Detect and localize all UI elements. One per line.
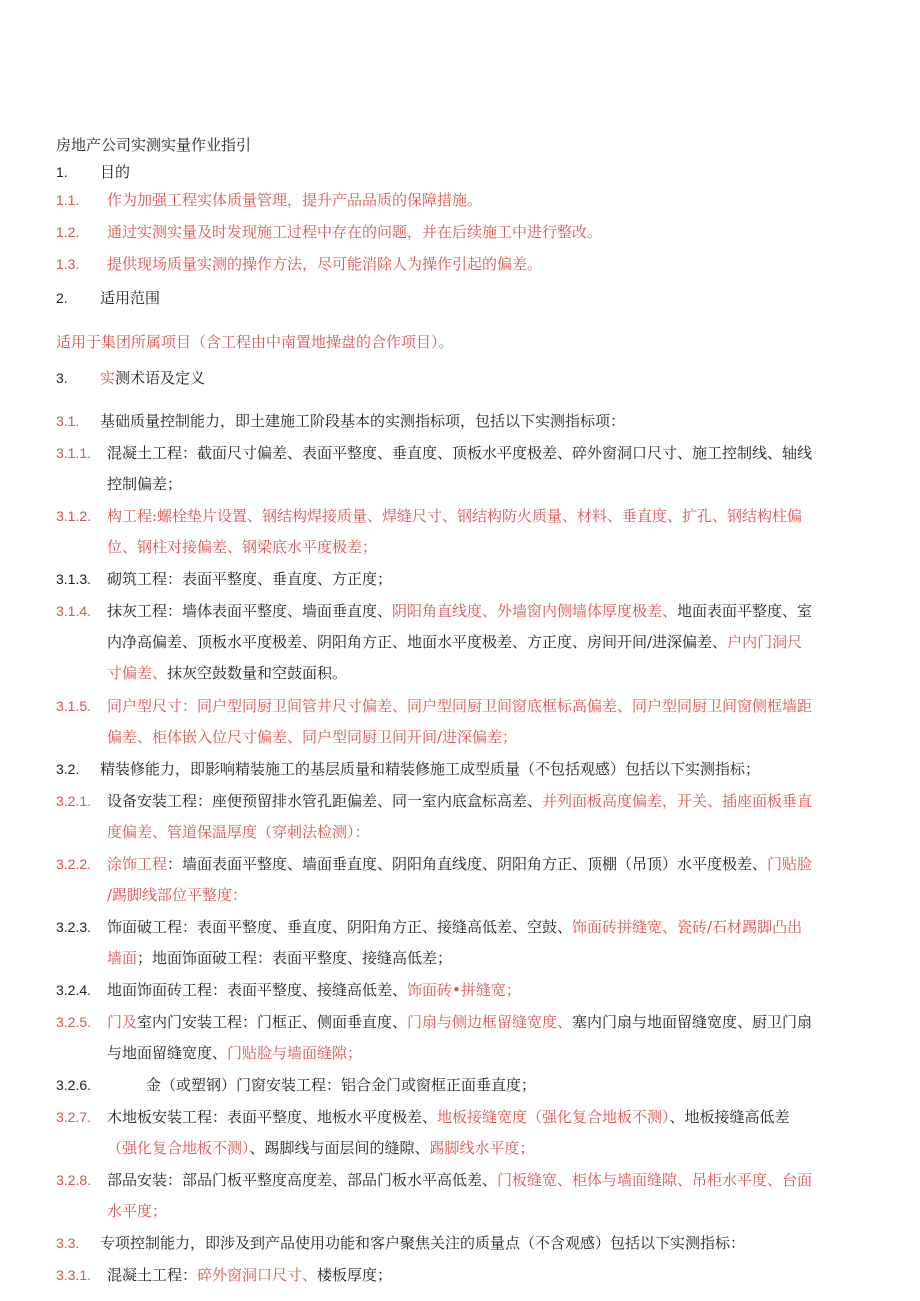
section-number: 3.1.3.	[56, 571, 92, 587]
definition-text	[107, 785, 837, 817]
text-segment: 部品安装：部品门板平整度高度差、部品门板水平高低差、	[107, 1171, 498, 1189]
definition-text	[100, 405, 830, 437]
section-number: 3.1.5.	[56, 698, 92, 714]
definition-text	[107, 1132, 837, 1164]
text-segment: 门及	[107, 1013, 138, 1031]
section-3-title-b: 测术语及定义	[115, 369, 206, 387]
text-segment: 室内门安装工程：门框正、侧面垂直度、	[137, 1013, 408, 1031]
text-segment: 楼板厚度；	[317, 1266, 393, 1284]
section-number: 3.	[56, 370, 68, 386]
definition-text	[107, 595, 837, 627]
text-segment: 适用范围	[100, 289, 161, 307]
text-segment: 同户型尺寸：同户型同厨卫间管井尺寸偏差、同户型同厨卫间窗底框标高偏差、同户型同厨卫间窗侧框墙距	[107, 697, 813, 715]
text-segment: 控制偏差；	[107, 475, 183, 493]
text-segment: /踢脚线部位平整度：	[107, 886, 248, 904]
definition-text	[107, 721, 837, 753]
definition-text	[100, 753, 830, 785]
definition-text	[107, 1037, 837, 1069]
text-segment: 位、钢柱对接偏差、钢梁底水平度极差；	[107, 538, 378, 556]
section-number: 3.1.4.	[56, 603, 92, 619]
definition-text	[107, 500, 837, 532]
text-segment: 偏差、柜体嵌入位尺寸偏差、同户型同厨卫间开间/进深偏差；	[107, 728, 518, 746]
text-segment: 度偏差、管道保温厚度（穿刺法检测）：	[107, 823, 370, 841]
section-number: 3.1.2.	[56, 508, 92, 524]
text-segment: 作为加强工程实体质量管理，提升产品品质的保障措施。	[107, 191, 483, 209]
text-segment: 与地面留缝宽度、	[107, 1044, 228, 1062]
text-segment: （强化复合地板不测）	[107, 1139, 250, 1157]
definition-text	[107, 911, 837, 943]
text-segment: 构工程:螺栓垫片设置、钢结构焊接质量、焊缝尺寸、钢结构防火质量、材料、垂直度、扩孔、钢结构柱偏	[107, 507, 803, 525]
text-segment: 专项控制能力，即涉及到产品使用功能和客户聚焦关注的质量点（不含观感）包括以下实测指标：	[100, 1234, 746, 1252]
section-3-title	[100, 362, 205, 394]
section-number: 1.3.	[56, 256, 80, 272]
text-segment: 踢脚线水平度；	[429, 1139, 535, 1157]
section-number: 3.2.4.	[56, 982, 92, 998]
text-segment: 地板接缝宽度（强化复合地板不测）	[437, 1108, 670, 1126]
section-number: 3.2.1.	[56, 793, 92, 809]
section-number: 3.2.6.	[56, 1077, 92, 1093]
scope-text-label: 适用于集团所属项目（含工程由中南置地操盘的合作项目）。	[56, 333, 454, 351]
text-segment: 门贴脸与墙面缝隙；	[227, 1044, 363, 1062]
section-number: 3.2.2.	[56, 856, 92, 872]
definition-text	[107, 626, 837, 658]
text-segment: 门板缝宽、柜体与墙面缝隙、吊柜水平度、台面	[497, 1171, 813, 1189]
section-text	[107, 184, 837, 216]
section-number: 3.2.5.	[56, 1014, 92, 1030]
definition-text	[107, 1195, 837, 1227]
text-segment: 地面饰面砖工程：表面平整度、接缝高低差、	[107, 981, 408, 999]
text-segment: 基础质量控制能力，即土建施工阶段基本的实测指标项，包括以下实测指标项：	[100, 412, 626, 430]
definition-text	[107, 1006, 837, 1038]
definition-text	[107, 657, 837, 689]
section-text	[107, 216, 837, 248]
text-segment: 混凝土工程：截面尺寸偏差、表面平整度、垂直度、顶板水平度极差、碎外窗洞口尺寸、施工控制线、轴线	[107, 444, 813, 462]
text-segment: 饰面破工程：表面平整度、垂直度、阴阳角方正、接缝高低差、空鼓、	[107, 918, 573, 936]
definition-text	[107, 942, 837, 974]
section-number: 3.1.	[56, 413, 80, 429]
text-segment: 塞内门扇与地面留缝宽度、厨卫门扇	[572, 1013, 813, 1031]
definition-text	[100, 1227, 830, 1259]
section-number: 3.1.1.	[56, 445, 92, 461]
section-number: 2.	[56, 290, 68, 306]
section-text	[100, 282, 830, 314]
definition-text	[107, 816, 837, 848]
definition-text	[107, 437, 837, 469]
definition-text	[107, 563, 837, 595]
text-segment: 墙面	[107, 949, 138, 967]
section-number: 3.2.	[56, 761, 80, 777]
section-number: 3.2.8.	[56, 1172, 92, 1188]
section-3-title-a: 实	[100, 369, 116, 387]
text-segment: 精装修能力，即影响精装施工的基层质量和精装修施工成型质量（不包括观感）包括以下实测指标；	[100, 760, 761, 778]
text-segment: 饰面砖拼缝宽、瓷砖/石材踢脚凸出	[572, 918, 803, 936]
text-segment: 设备安装工程：座便预留排水管孔距偏差、同一室内底盒标高差、	[107, 792, 543, 810]
text-segment: 混凝土工程：	[107, 1266, 198, 1284]
text-segment: 寸偏差、	[107, 664, 168, 682]
text-segment: ：墙面表面平整度、墙面垂直度、阴阳角直线度、阴阳角方正、顶棚（吊顶）水平度极差、	[167, 855, 768, 873]
definition-text	[107, 848, 837, 880]
text-segment: 、地板接缝高低差	[669, 1108, 790, 1126]
text-segment: 通过实测实量及时发现施工过程中存在的问题，并在后续施工中进行整改。	[107, 223, 603, 241]
text-segment: 金（或塑钢）门窗安装工程：铝合金门或窗框正面垂直度；	[146, 1076, 537, 1094]
text-segment: 地面表面平整度、室	[677, 602, 813, 620]
text-segment: 饰面砖•拼缝宽；	[407, 981, 521, 999]
text-segment: 涂饰工程	[107, 855, 168, 873]
section-number: 3.3.1.	[56, 1267, 92, 1283]
section-number: 1.1.	[56, 192, 80, 208]
text-segment: 阴阳角直线度、外墙窗内侧墙体厚度极差、	[392, 602, 678, 620]
text-segment: 目的	[100, 163, 131, 181]
text-segment: 抹灰工程：墙体表面平整度、墙面垂直度、	[107, 602, 393, 620]
definition-text	[146, 1069, 876, 1101]
definition-text	[107, 690, 837, 722]
section-number: 3.2.3.	[56, 919, 92, 935]
text-segment: 抹灰空鼓数量和空鼓面积。	[167, 664, 348, 682]
text-segment: 木地板安装工程：表面平整度、地板水平度极差、	[107, 1108, 438, 1126]
text-segment: 内净高偏差、顶板水平度极差、阴阳角方正、地面水平度极差、方正度、房间开间/进深偏差、	[107, 633, 728, 651]
text-segment: 提供现场质量实测的操作方法，尽可能消除人为操作引起的偏差。	[107, 255, 543, 273]
text-segment: ；地面饰面破工程：表面平整度、接缝高低差；	[137, 949, 453, 967]
text-segment: 水平度；	[107, 1202, 168, 1220]
section-number: 1.	[56, 164, 68, 180]
section-text	[107, 248, 837, 280]
definition-text	[107, 531, 837, 563]
definition-text	[107, 468, 837, 500]
section-number: 1.2.	[56, 224, 80, 240]
text-segment: 门扇与侧边框留缝宽度、	[407, 1013, 573, 1031]
text-segment: 碎外窗洞口尺寸、	[197, 1266, 318, 1284]
section-number: 3.2.7.	[56, 1109, 92, 1125]
definition-text	[107, 974, 837, 1006]
definition-text	[107, 1101, 837, 1133]
doc-title: 房地产公司实测实量作业指引	[56, 136, 252, 154]
section-number: 3.3.	[56, 1235, 80, 1251]
definition-text	[107, 1164, 837, 1196]
definition-text	[107, 879, 837, 911]
text-segment: 、踢脚线与面层间的缝隙、	[249, 1139, 430, 1157]
text-segment: 并列面板高度偏差，开关、插座面板垂直	[542, 792, 813, 810]
scope-text	[56, 326, 454, 358]
text-segment: 门贴脸	[767, 855, 813, 873]
definition-text	[107, 1259, 837, 1291]
text-segment: 户内门洞尺	[727, 633, 803, 651]
text-segment: 砌筑工程：表面平整度、垂直度、方正度；	[107, 570, 393, 588]
